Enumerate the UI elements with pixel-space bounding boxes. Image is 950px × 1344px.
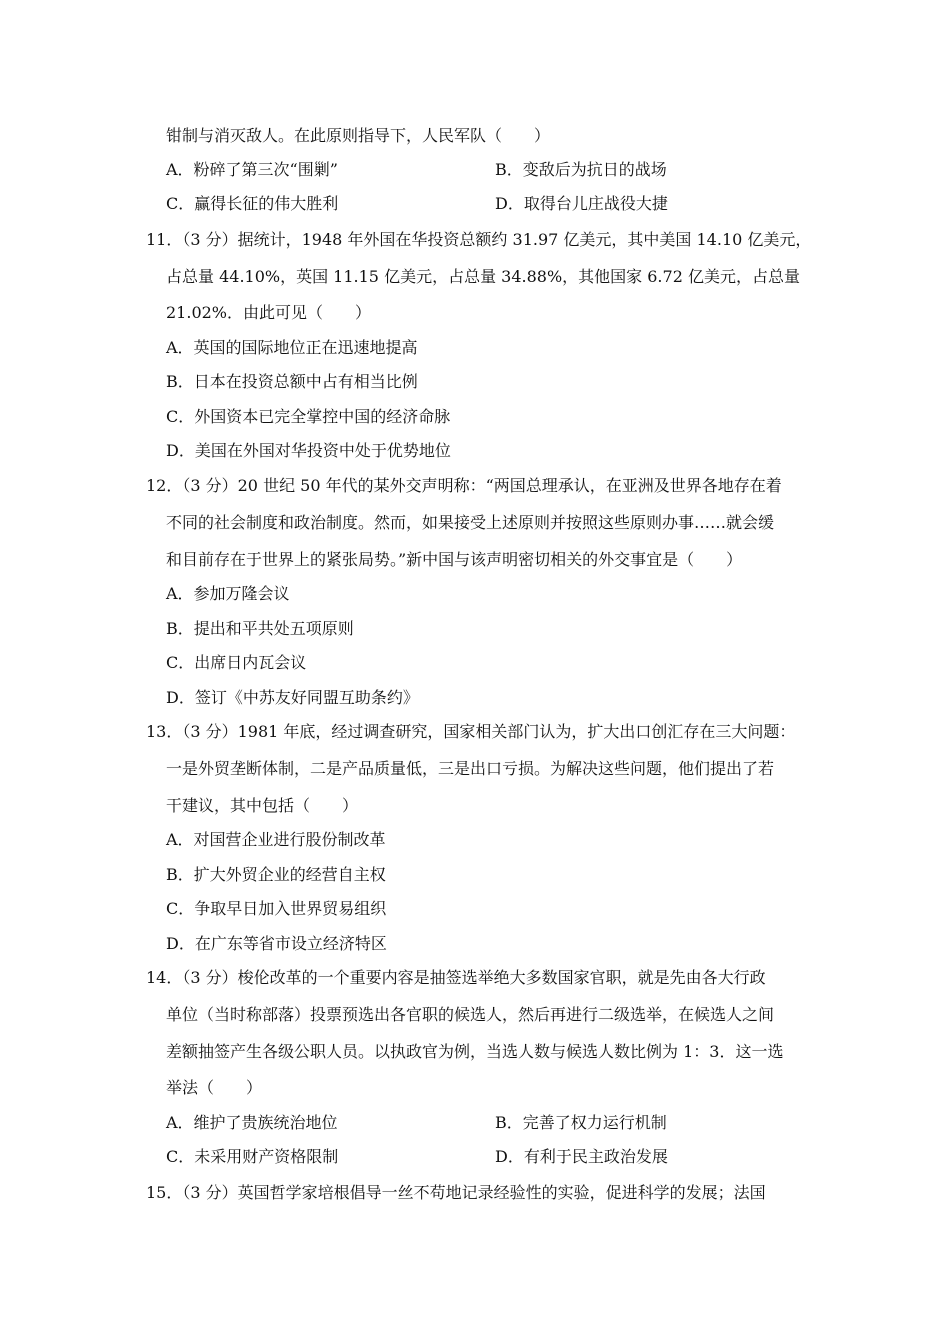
q12-option-b: B．提出和平共处五项原则 [166,619,354,638]
q11-option-c: C．外国资本已完全掌控中国的经济命脉 [166,407,451,426]
q14-option-a: A．维护了贵族统治地位 [166,1113,338,1132]
q14-stem-line2: 单位（当时称部落）投票预选出各官职的候选人，然后再进行二级选举，在候选人之间 [166,1005,775,1024]
q11-option-d: D．美国在外国对华投资中处于优势地位 [166,441,451,460]
q12-option-a: A．参加万隆会议 [166,584,290,603]
q14-stem-line3: 差额抽签产生各级公职人员。以执政官为例，当选人数与候选人数比例为 1：3．这一选 [166,1042,784,1061]
q10-option-a: A．粉碎了第三次“围剿” [166,160,338,179]
q12-stem-line2: 不同的社会制度和政治制度。然而，如果接受上述原则并按照这些原则办事……就会缓 [166,513,775,532]
q12-option-d: D．签订《中苏友好同盟互助条约》 [166,688,419,707]
q12-stem-line3: 和目前存在于世界上的紧张局势。”新中国与该声明密切相关的外交事宜是（ ） [166,550,743,569]
q15-stem-line1: 15．（3 分）英国哲学家培根倡导一丝不苟地记录经验性的实验，促进科学的发展；法国 [146,1183,766,1202]
q13-option-b: B．扩大外贸企业的经营自主权 [166,865,386,884]
q10-stem-tail: 钳制与消灭敌人。在此原则指导下，人民军队（ ） [166,126,551,145]
q14-stem-line1: 14．（3 分）梭伦改革的一个重要内容是抽签选举绝大多数国家官职，就是先由各大行政 [146,968,766,987]
q11-stem-line2: 占总量 44.10%，英国 11.15 亿美元，占总量 34.88%，其他国家 6.72 亿美元，占总量 [166,267,800,286]
q13-stem-line3: 干建议，其中包括（ ） [166,796,359,815]
q12-stem-line1: 12．（3 分）20 世纪 50 年代的某外交声明称：“两国总理承认，在亚洲及世界各地存在着 [146,476,782,495]
q10-option-c: C．赢得长征的伟大胜利 [166,194,339,213]
q13-option-c: C．争取早日加入世界贸易组织 [166,899,387,918]
q13-option-d: D．在广东等省市设立经济特区 [166,934,387,953]
q10-option-d: D．取得台儿庄战役大捷 [495,194,668,213]
q13-stem-line2: 一是外贸垄断体制，二是产品质量低，三是出口亏损。为解决这些问题，他们提出了若 [166,759,775,778]
q11-option-a: A．英国的国际地位正在迅速地提高 [166,338,418,357]
q14-option-b: B．完善了权力运行机制 [495,1113,667,1132]
q12-option-c: C．出席日内瓦会议 [166,653,307,672]
q13-stem-line1: 13．（3 分）1981 年底，经过调查研究，国家相关部门认为，扩大出口创汇存在三大问题： [146,722,796,741]
q14-stem-line4: 举法（ ） [166,1078,263,1097]
q11-stem-line1: 11．（3 分）据统计，1948 年外国在华投资总额约 31.97 亿美元，其中美国 14.10 亿美元， [146,230,812,249]
q13-option-a: A．对国营企业进行股份制改革 [166,830,386,849]
q11-option-b: B．日本在投资总额中占有相当比例 [166,372,418,391]
q10-option-b: B．变敌后为抗日的战场 [495,160,667,179]
q14-option-c: C．未采用财产资格限制 [166,1147,339,1166]
q14-option-d: D．有利于民主政治发展 [495,1147,668,1166]
q11-stem-line3: 21.02%．由此可见（ ） [166,303,372,322]
